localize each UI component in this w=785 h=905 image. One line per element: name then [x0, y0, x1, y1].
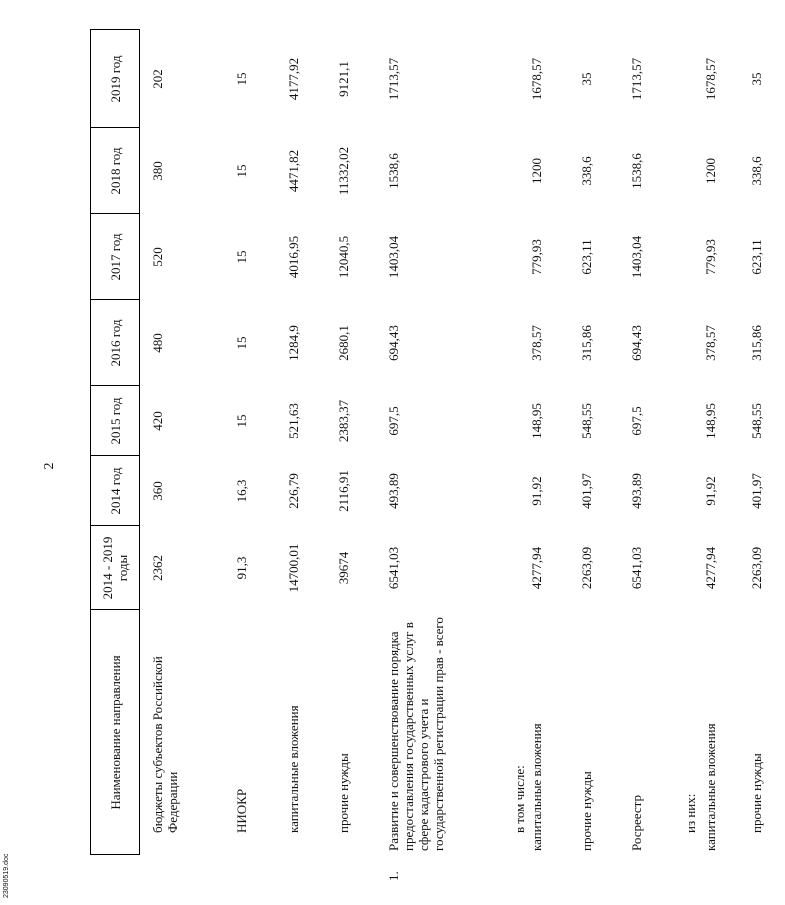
header-total: 2014 - 2019 годы [91, 526, 140, 610]
cell-total [506, 526, 527, 610]
cell-2018 [506, 128, 527, 214]
row-number [330, 855, 380, 885]
cell-2017: 779,93 [529, 239, 544, 275]
cell-2018: 15 [234, 164, 249, 178]
cell-2019 [506, 30, 527, 128]
cell-2015: 697,5 [386, 406, 401, 436]
cell-2014 [506, 456, 527, 526]
cell-2015: 2383,37 [336, 399, 351, 443]
cell-2019 [673, 30, 701, 128]
row-number [506, 855, 527, 885]
cell-2019: 1678,57 [529, 57, 544, 101]
cell-total: 91,3 [234, 556, 249, 580]
cell-2015: 548,55 [579, 403, 594, 439]
cell-2016: 378,57 [529, 325, 544, 361]
cell-2015: 420 [150, 411, 165, 431]
cell-2014: 360 [150, 481, 165, 501]
cell-2015: 15 [234, 414, 249, 428]
row-name: в том числе: [512, 765, 527, 833]
row-number [527, 855, 573, 885]
cell-2016: 315,86 [749, 325, 764, 361]
table-row [743, 30, 785, 885]
header-2019: 2019 год [91, 30, 140, 128]
cell-2017: 1403,04 [629, 235, 644, 279]
header-2017: 2017 год [91, 214, 140, 300]
cell-2014: 493,89 [629, 473, 644, 509]
cell-2018: 338,6 [579, 156, 594, 186]
cell-2017: 15 [234, 250, 249, 264]
cell-2017: 623,11 [579, 239, 594, 275]
cell-2014: 91,92 [529, 476, 544, 506]
cell-2016: 694,43 [386, 325, 401, 361]
row-number: 1. [386, 871, 401, 881]
cell-total: 39674 [336, 551, 351, 585]
cell-2019: 1713,57 [629, 57, 644, 101]
cell-2018: 1200 [703, 158, 718, 184]
cell-2018 [673, 128, 701, 214]
cell-2017: 779,93 [703, 239, 718, 275]
cell-2014: 2116,91 [336, 470, 351, 512]
header-2018: 2018 год [91, 128, 140, 214]
row-name: НИОКР [234, 788, 249, 833]
cell-2018: 338,6 [749, 156, 764, 186]
row-name: Росреестр [629, 795, 644, 851]
cell-2019: 9121,1 [336, 61, 351, 97]
row-name: капитальные вложения [286, 705, 301, 833]
cell-2015: 548,55 [749, 403, 764, 439]
table-row [280, 30, 330, 885]
cell-2015: 148,95 [703, 403, 718, 439]
header-2016: 2016 год [91, 300, 140, 386]
cell-2016: 315,86 [579, 325, 594, 361]
table-row [573, 30, 623, 885]
file-name-footer: 23090519.doc [3, 853, 10, 898]
table-header-row [91, 30, 140, 885]
row-name: прочие нужды [749, 753, 764, 833]
cell-2016: 2680,1 [336, 325, 351, 361]
cell-2015 [506, 386, 527, 456]
cell-total: 2362 [150, 555, 165, 581]
cell-2015 [673, 386, 701, 456]
cell-total: 4277,94 [529, 546, 544, 590]
cell-2014: 401,97 [749, 473, 764, 509]
cell-2018: 4471,82 [286, 149, 301, 193]
cell-2014: 16,3 [234, 479, 249, 503]
table-row [701, 30, 743, 885]
cell-2014 [673, 456, 701, 526]
row-number [280, 855, 330, 885]
table-row [224, 30, 280, 885]
cell-total: 2263,09 [749, 546, 764, 590]
row-number [623, 855, 673, 885]
cell-2019: 1678,57 [703, 57, 718, 101]
table-row [140, 30, 225, 885]
cell-total: 2263,09 [579, 546, 594, 590]
table-row [380, 30, 506, 885]
row-number [224, 855, 280, 885]
cell-2017 [673, 214, 701, 300]
header-name: Наименование направления [91, 610, 140, 855]
cell-2014: 226,79 [286, 473, 301, 509]
row-name: Развитие и совершенствование порядка предоставления государственных услуг в сфере кадастрового учета и государственной регистрации прав - всего [386, 617, 446, 851]
row-name: из них: [683, 793, 698, 833]
cell-2018: 1538,6 [386, 153, 401, 189]
row-name: капитальные вложения [703, 723, 718, 851]
cell-2019: 1713,57 [386, 57, 401, 101]
cell-2019: 35 [749, 72, 764, 86]
table-row [623, 30, 673, 885]
cell-total: 6541,03 [629, 546, 644, 590]
cell-2016: 378,57 [703, 325, 718, 361]
cell-2017: 4016,95 [286, 235, 301, 279]
cell-2019: 202 [150, 69, 165, 89]
row-number [673, 855, 701, 885]
cell-2018: 1200 [529, 158, 544, 184]
page-number: 2 [42, 462, 57, 470]
row-name: капитальные вложения [529, 723, 544, 851]
row-number [140, 855, 225, 885]
cell-2014: 91,92 [703, 476, 718, 506]
cell-2017: 1403,04 [386, 235, 401, 279]
cell-2017: 623,11 [749, 239, 764, 275]
header-2014: 2014 год [91, 456, 140, 526]
cell-total: 6541,03 [386, 546, 401, 590]
row-number [743, 855, 785, 885]
row-number [701, 855, 743, 885]
cell-2016 [673, 300, 701, 386]
rotated-table-area [90, 30, 764, 885]
cell-2017: 520 [150, 247, 165, 267]
cell-2014: 493,89 [386, 473, 401, 509]
row-name: бюджеты субъектов Российской Федерации [150, 656, 180, 833]
cell-2016 [506, 300, 527, 386]
row-number [573, 855, 623, 885]
cell-2016: 480 [150, 333, 165, 353]
cell-2014: 401,97 [579, 473, 594, 509]
cell-total: 14700,01 [286, 543, 301, 593]
cell-2018: 11332,02 [336, 146, 351, 196]
cell-2019: 15 [234, 72, 249, 86]
cell-2017 [506, 214, 527, 300]
row-name: прочие нужды [336, 753, 351, 833]
cell-2015: 148,95 [529, 403, 544, 439]
cell-total: 4277,94 [703, 546, 718, 590]
cell-total [673, 526, 701, 610]
cell-2015: 521,63 [286, 403, 301, 439]
cell-2018: 1538,6 [629, 153, 644, 189]
cell-2019: 4177,92 [286, 57, 301, 101]
table-row [330, 30, 380, 885]
cell-2016: 694,43 [629, 325, 644, 361]
cell-2015: 697,5 [629, 406, 644, 436]
row-name: прочие нужды [579, 771, 594, 851]
header-2015: 2015 год [91, 386, 140, 456]
table-row [527, 30, 573, 885]
cell-2016: 1284,9 [286, 325, 301, 361]
cell-2016: 15 [234, 336, 249, 350]
table-row [506, 30, 527, 885]
table-row [673, 30, 701, 885]
funding-table [90, 30, 785, 886]
cell-2019: 35 [579, 72, 594, 86]
cell-2018: 380 [150, 161, 165, 181]
cell-2017: 12040,5 [336, 235, 351, 279]
